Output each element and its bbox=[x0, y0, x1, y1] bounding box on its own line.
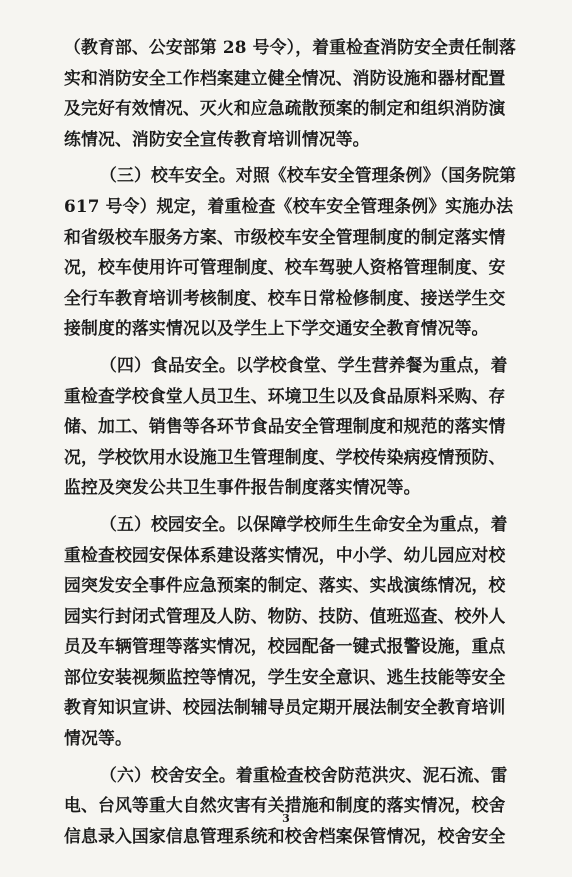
paragraph-campus-safety bbox=[64, 509, 516, 754]
page-number: 3 bbox=[282, 812, 290, 825]
text-line: 电、台风等重大自然灾害有关措施和制度的落实情况，校舍 bbox=[64, 795, 506, 816]
paragraph-school-bus-safety bbox=[64, 160, 516, 344]
text-line: （四）食品安全。以学校食堂、学生营养餐为重点，着 bbox=[100, 354, 508, 375]
text-line: 况，校车使用许可管理制度、校车驾驶人资格管理制度、安 bbox=[64, 257, 506, 278]
text-line: 园突发安全事件应急预案的制定、落实、实战演练情况，校 bbox=[64, 575, 506, 596]
paragraph-food-safety bbox=[64, 350, 516, 503]
text-line: 教育知识宣讲、校园法制辅导员定期开展法制安全教育培训 bbox=[64, 697, 506, 718]
text-line: （六）校舍安全。着重检查校舍防范洪灾、泥石流、雷 bbox=[100, 764, 508, 785]
paragraph-fire-safety-continued bbox=[64, 32, 516, 154]
text-line: 储、加工、销售等各环节食品安全管理制度和规范的落实情 bbox=[64, 416, 506, 437]
text-line: 监控及突发公共卫生事件报告制度落实情况等。 bbox=[64, 477, 421, 498]
text-line: （教育部、公安部第 28 号令），着重检查消防安全责任制落 bbox=[64, 37, 516, 57]
text-line: 园实行封闭式管理及人防、物防、技防、值班巡查、校外人 bbox=[64, 605, 506, 626]
text-line: 及完好有效情况、灭火和应急疏散预案的制定和组织消防演 bbox=[64, 98, 506, 119]
text-line: （三）校车安全。对照《校车安全管理条例》（国务院第 bbox=[100, 165, 517, 186]
text-line: 况，学校饮用水设施卫生管理制度、学校传染病疫情预防、 bbox=[64, 446, 506, 467]
text-line: 和省级校车服务方案、市级校车安全管理制度的制定落实情 bbox=[64, 226, 506, 247]
text-line: 全行车教育培训考核制度、校车日常检修制度、接送学生交 bbox=[64, 287, 506, 308]
text-line: 情况等。 bbox=[64, 728, 132, 749]
text-line: 接制度的落实情况以及学生上下学交通安全教育情况等。 bbox=[64, 318, 489, 339]
text-line: 实和消防安全工作档案建立健全情况、消防设施和器材配置 bbox=[64, 67, 506, 88]
body-text bbox=[64, 32, 516, 851]
text-line: （五）校园安全。以保障学校师生生命安全为重点，着 bbox=[100, 513, 508, 534]
text-line: 重检查学校食堂人员卫生、环境卫生以及食品原料采购、存 bbox=[64, 385, 506, 406]
paragraph-school-building-safety bbox=[64, 760, 516, 852]
text-line: 重检查校园安保体系建设落实情况，中小学、幼儿园应对校 bbox=[64, 544, 506, 565]
text-line: 信息录入国家信息管理系统和校舍档案保管情况，校舍安全 bbox=[64, 825, 506, 846]
text-line: 部位安装视频监控等情况，学生安全意识、逃生技能等安全 bbox=[64, 666, 506, 687]
text-line: 练情况、消防安全宣传教育培训情况等。 bbox=[64, 128, 370, 149]
text-line: 617 号令）规定，着重检查《校车安全管理条例》实施办法 bbox=[64, 195, 514, 216]
text-line: 员及车辆管理等落实情况，校园配备一键式报警设施，重点 bbox=[64, 636, 506, 657]
